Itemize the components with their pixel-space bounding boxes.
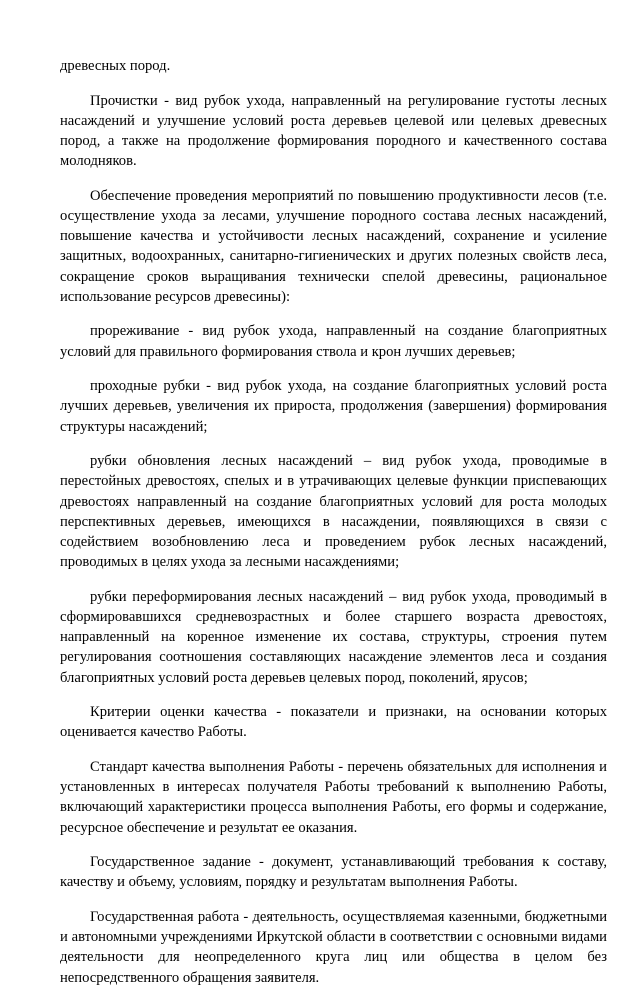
paragraph-continuation: древесных пород. xyxy=(60,58,171,74)
paragraph-quality-standard: Стандарт качества выполнения Работы - перечень обязательных для исполнения и установленных в интересах получателя Работы требований к выполнению Работы, включающий характеристики процесса выполнения Работы, его формы и содержание, ресурсное обеспечение и результат ее оказания. xyxy=(60,759,607,836)
paragraph-quality-criteria: Критерии оценки качества - показатели и признаки, на основании которых оценивается качество Работы. xyxy=(60,704,607,741)
paragraph-productivity-measures: Обеспечение проведения мероприятий по повышению продуктивности лесов (т.е. осуществление ухода за лесами, улучшение породного состава лесных насаждений, повышение качества и устойчивости лесных насаждений, сохранение и усиление защитных, водоохранных, санитарно-гигиенических и других полезных свойств леса, сокращение сроков выращивания технически спелой древесины, рациональное использование ресурсов древесины): xyxy=(60,187,607,305)
paragraph-state-assignment: Государственное задание - документ, устанавливающий требования к составу, качеству и объему, условиям, порядку и результатам выполнения Работы. xyxy=(60,854,607,891)
paragraph-prohodnye-rubki: проходные рубки - вид рубок ухода, на создание благоприятных условий роста лучших деревьев, увеличения их прироста, продолжения (завершения) формирования структуры насаждений; xyxy=(60,378,607,435)
paragraph-rubki-pereformirovaniya: рубки переформирования лесных насаждений – вид рубок ухода, проводимый в сформировавшихся средневозрастных и более старшего возраста древостоях, направленный на коренное изменение их состава, структуры, строения путем регулирования соотношения составляющих насаждение элементов леса и создания благоприятных условий роста деревьев целевых пород, поколений, ярусов; xyxy=(60,588,607,686)
paragraph-rubki-obnovleniya: рубки обновления лесных насаждений – вид рубок ухода, проводимые в перестойных древостоях, спелых и в утрачивающих целевые функции приспевающих древостоях направленный на создание благоприятных условий для роста молодых перспективных деревьев, имеющихся в насаждении, появляющихся в связи с содействием возобновлению леса и проведением рубок лесных насаждений, проводимых в целях ухода за лесными насаждениями; xyxy=(60,453,607,571)
paragraph-prorezhivanie: прореживание - вид рубок ухода, направленный на создание благоприятных условий для правильного формирования ствола и крон лучших деревьев; xyxy=(60,323,607,360)
paragraph-state-work: Государственная работа - деятельность, осуществляемая казенными, бюджетными и автономными учреждениями Иркутской области в соответствии с основными видами деятельности для неопределенного круга лиц или общества в целом без непосредственного обращения заявителя. xyxy=(60,909,607,986)
paragraph-prochistki: Прочистки - вид рубок ухода, направленный на регулирование густоты лесных насаждений и улучшение условий роста деревьев целевой или целевых древесных пород, а также на продолжение формирования породного и качественного состава молодняков. xyxy=(60,92,607,170)
